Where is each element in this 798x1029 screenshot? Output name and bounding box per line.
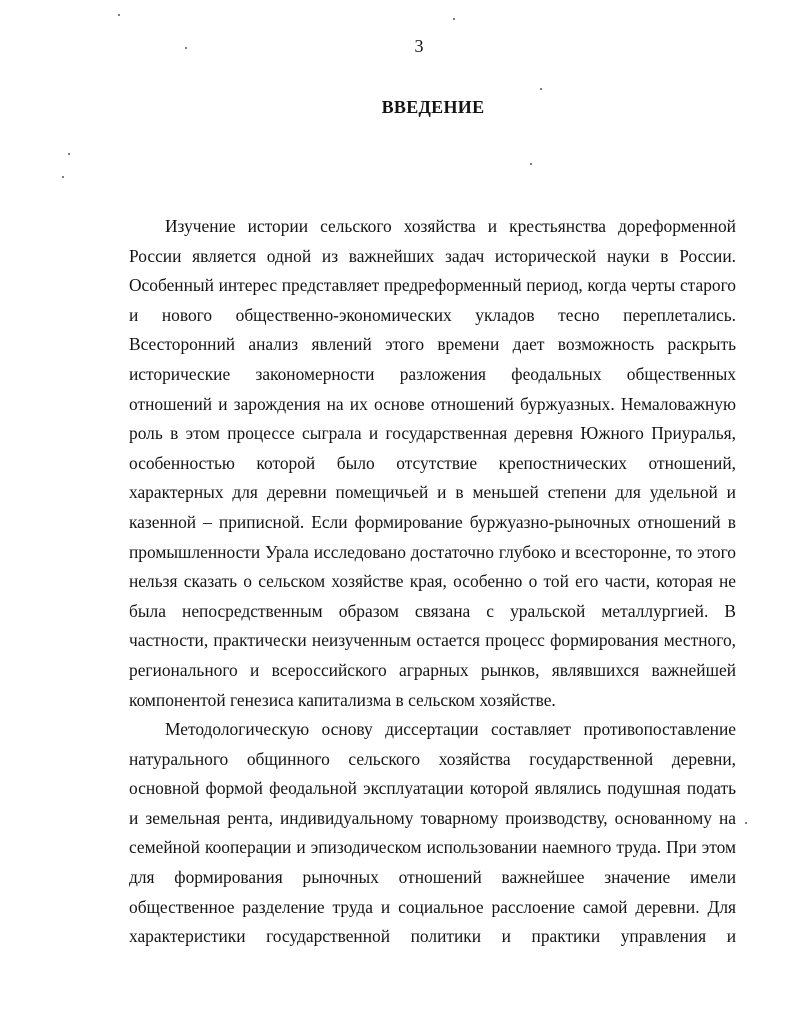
scan-speck: [62, 176, 64, 178]
paragraph-methodology: Методологическую основу диссертации составляет противопоставление натурального общинного сельского хозяйства государственной деревни, основной формой феодальной эксплуатации которой являлись подушная подать и земельная рента, индивидуальному товарному производству, основанному на семейной кооперации и эпизодическом использовании наемного труда. При этом для формирования рыночных отношений важнейшее значение имели общественное разделение труда и социальное расслоение самой деревни. Для характеристики государственной политики и практики управления и: [129, 719, 736, 947]
page-number: 3: [414, 36, 424, 56]
scan-speck: [530, 163, 532, 165]
scan-speck: [185, 47, 187, 49]
scan-speck: [540, 88, 542, 90]
section-heading: ВВЕДЕНИЕ: [381, 97, 485, 117]
scan-speck: [68, 153, 70, 155]
paragraph-intro: Изучение истории сельского хозяйства и крестьянства дореформенной России является одной из важнейших задач исторической науки в России. Особенный интерес представляет предреформенный период, когда черты старого и нового общественно-экономических укладов тесно переплетались. Всесторонний анализ явлений этого времени дает возможность раскрыть исторические закономерности разложения феодальных общественных отношений и зарождения на их основе отношений буржуазных. Немаловажную роль в этом процессе сыграла и государственная деревня Южного Приуралья, особенностью которой было отсутствие крепостнических отношений, характерных для деревни помещичьей и в меньшей степени для удельной и казенной – приписной. Если формирование буржуазно-рыночных отношений в промышленности Урала исследовано достаточно глубоко и всесторонне, то этого нельзя сказать о сельском хозяйстве края, особенно о той его части, которая не была непосредственным образом связана с уральской металлургией. В частности, практически неизученным остается процесс формирования местного, регионального и всероссийского аграрных рынков, являвшихся важнейшей компонентой генезиса капитализма в сельском хозяйстве.: [129, 216, 736, 710]
scan-speck: [118, 14, 120, 16]
body-text: [129, 212, 736, 952]
scan-speck: [745, 822, 747, 824]
scan-speck: [453, 18, 455, 20]
